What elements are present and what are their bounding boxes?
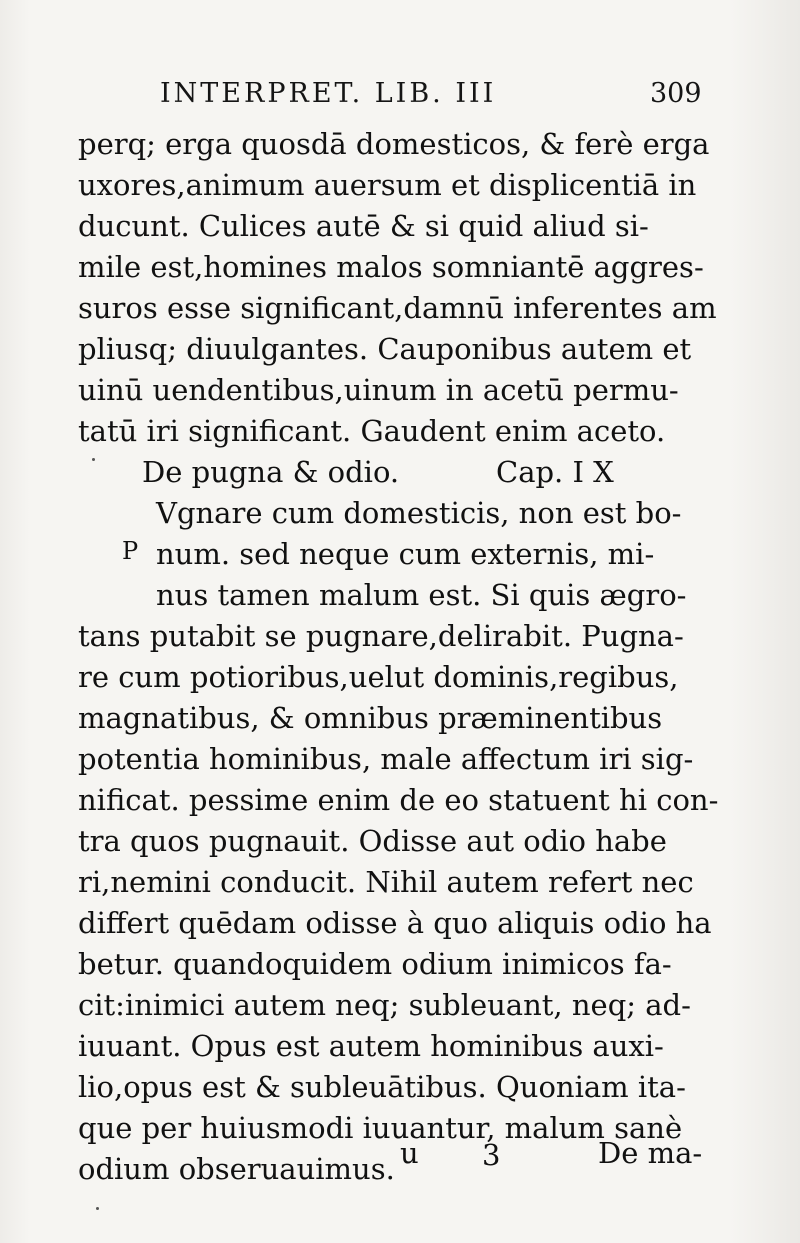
signature-number: 3 [482,1138,501,1172]
text-line: uxores,animum auersum et displicentiā in [78,168,697,202]
text-line: magnatibus, & omnibus præminentibus [78,701,663,735]
chapter-number: Cap. I X [496,455,614,489]
text-line: cit:inimici autem neq; subleuant, neq; ad- [78,988,691,1022]
chapter-title: De pugna & odio. [142,455,400,489]
text-line: tans putabit se pugnare,delirabit. Pugna- [78,619,684,653]
drop-initial: P [122,537,139,565]
text-line: re cum potioribus,uelut dominis,regibus, [78,660,679,694]
text-line: tatū iri significant. Gaudent enim aceto. [78,414,666,448]
text-line: mile est,homines malos somniantē aggres- [78,250,704,284]
text-line: Vgnare cum domesticis, non est bo- [156,496,682,530]
text-line: num. sed neque cum externis, mi- [156,537,655,571]
ink-speck [92,458,95,461]
text-line: nus tamen malum est. Si quis ægro- [156,578,687,612]
text-line: ducunt. Culices autē & si quid aliud si- [78,209,649,243]
catchword: De ma- [598,1136,703,1170]
running-title: INTERPRET. LIB. III [160,78,497,109]
running-head [160,78,720,114]
ink-speck [96,1207,99,1210]
text-line: differt quēdam odisse à quo aliquis odio ha [78,906,712,940]
text-line: pliusq; diuulgantes. Cauponibus autem et [78,332,692,366]
initial-block [78,493,718,616]
page-number: 309 [650,78,702,109]
signature-mark: u [400,1136,419,1170]
text-line: iuuant. Opus est autem hominibus auxi- [78,1029,664,1063]
text-line: betur. quandoquidem odium inimicos fa- [78,947,672,981]
text-line: perq; erga quosdā domesticos, & ferè erga [78,127,710,161]
text-line: ri,nemini conducit. Nihil autem refert nec [78,865,694,899]
text-line: lio,opus est & subleuātibus. Quoniam ita- [78,1070,686,1104]
body-text [78,124,718,1190]
paper-edge-shadow [730,0,800,1243]
page-footer [400,1136,720,1176]
text-line: suros esse significant,damnū inferentes am [78,291,717,325]
text-line: odium obseruauimus. [78,1152,395,1186]
paper-edge-shadow-left [0,0,30,1243]
text-line: tra quos pugnauit. Odisse aut odio habe [78,824,667,858]
text-line: uinū uendentibus,uinum in acetū permu- [78,373,679,407]
text-line: potentia hominibus, male affectum iri sig- [78,742,694,776]
text-line: nificat. pessime enim de eo statuent hi con- [78,783,718,817]
text-line: que per huiusmodi iuuantur, malum sanè [78,1111,683,1145]
chapter-heading [78,452,718,493]
